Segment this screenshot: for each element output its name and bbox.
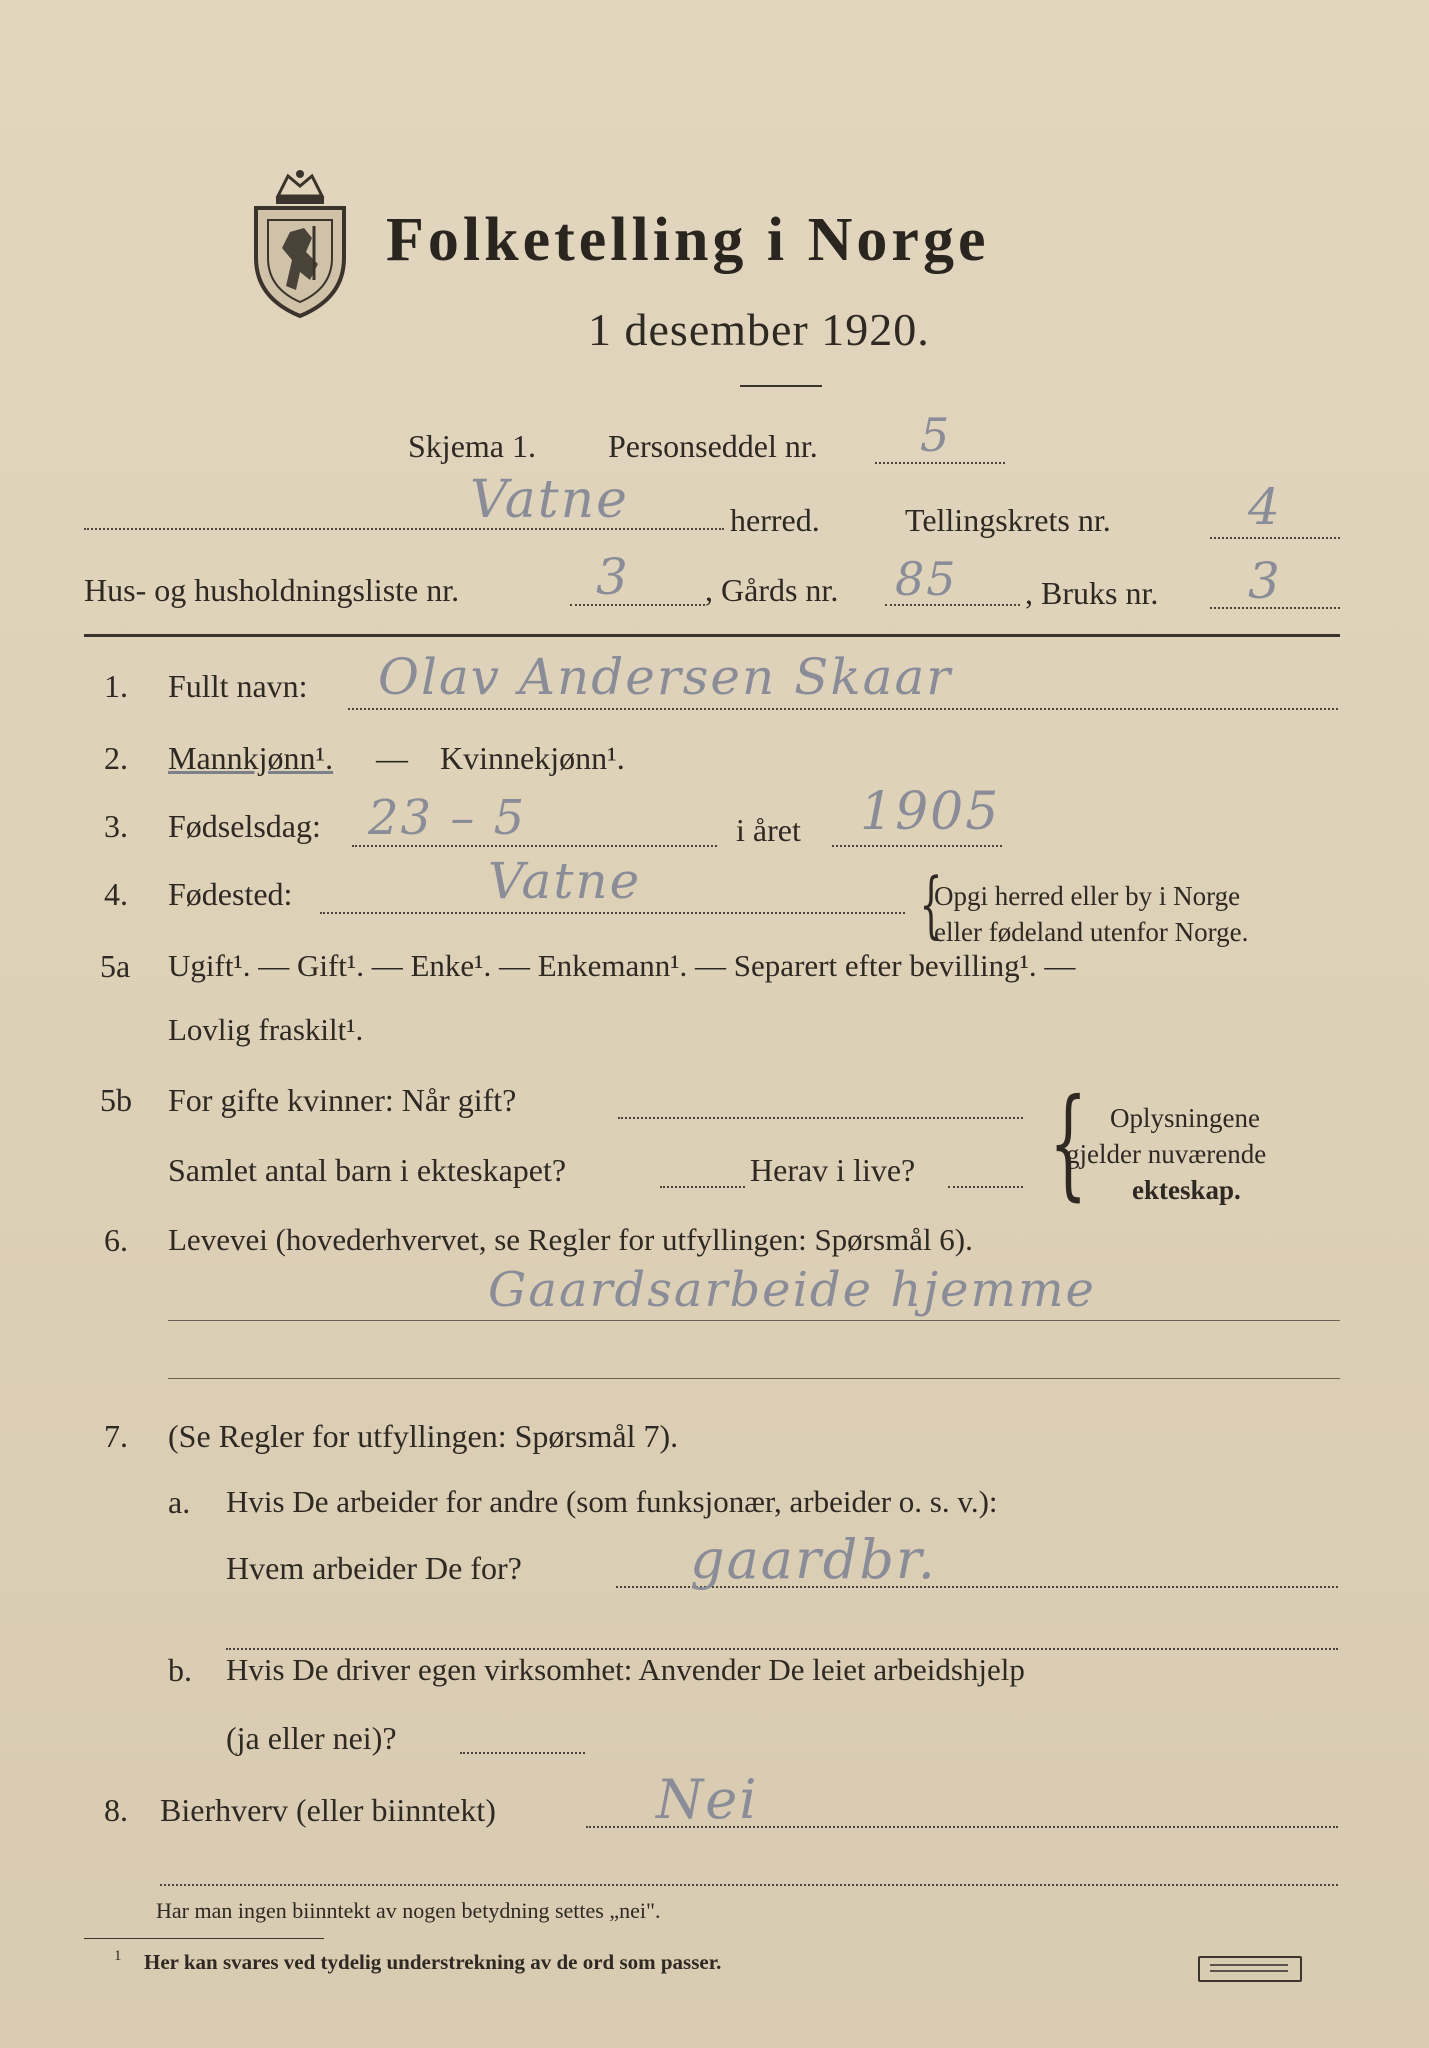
birthplace-brace: { <box>919 862 943 946</box>
employer-value: gaardbr. <box>690 1528 937 1591</box>
title-divider <box>740 385 822 387</box>
birthdate-label: Fødselsdag: <box>168 808 321 844</box>
bruks-value: 3 <box>1248 552 1282 610</box>
children-alive-label: Herav i live? <box>750 1152 916 1188</box>
occupation-label: Levevei (hovederhvervet, se Regler for utfyllingen: Spørsmål 6). <box>168 1222 973 1257</box>
birthplace-dotline <box>320 912 905 914</box>
q5b-number: 5b <box>100 1082 132 1118</box>
side-income-dotline-2 <box>160 1884 1338 1886</box>
marital-status-options-cont: Lovlig fraskilt¹. <box>168 1012 364 1047</box>
side-income-label: Bierhverv (eller biinntekt) <box>160 1792 496 1828</box>
occupation-line2 <box>168 1378 1340 1379</box>
census-date: 1 desember 1920. <box>588 304 930 355</box>
birth-year-label: i året <box>736 812 801 848</box>
marriage-note-line3: ekteskap. <box>1132 1175 1241 1205</box>
tellingskrets-value: 4 <box>1248 478 1282 536</box>
occupation-line1 <box>168 1320 1340 1321</box>
hus-dotline <box>570 604 705 606</box>
hus-value: 3 <box>596 548 630 606</box>
q7b-letter: b. <box>168 1652 192 1688</box>
personseddel-value: 5 <box>920 408 952 462</box>
q7-label: (Se Regler for utfyllingen: Spørsmål 7). <box>168 1418 679 1454</box>
birthdate-value: 23 – 5 <box>368 790 527 846</box>
personseddel-label: Personseddel nr. <box>608 428 818 464</box>
occupation-value: Gaardsarbeide hjemme <box>488 1262 1096 1318</box>
employer-dotline-2 <box>226 1648 1338 1650</box>
gender-male-option: Mannkjønn¹. <box>168 740 334 776</box>
printer-stamp-icon <box>1198 1956 1302 1982</box>
herred-label: herred. <box>730 502 820 538</box>
birthplace-note-line2: eller fødeland utenfor Norge. <box>934 917 1249 947</box>
gards-value: 85 <box>895 552 958 606</box>
birth-year-value: 1905 <box>860 782 1001 842</box>
marriage-note-line2: gjelder nuværende <box>1066 1139 1267 1169</box>
coat-of-arms-icon <box>248 168 352 318</box>
children-count-label: Samlet antal barn i ekteskapet? <box>168 1152 567 1188</box>
q6-number: 6. <box>104 1222 128 1258</box>
footer-note: Har man ingen biinntekt av nogen betydning settes „nei". <box>156 1898 661 1923</box>
tellingskrets-label: Tellingskrets nr. <box>905 502 1111 538</box>
side-income-value: Nei <box>656 1768 759 1831</box>
personseddel-dotline <box>875 462 1005 464</box>
q2-number: 2. <box>104 740 128 776</box>
hus-label: Hus- og husholdningsliste nr. <box>84 572 460 608</box>
full-name-label: Fullt navn: <box>168 668 308 704</box>
q7-number: 7. <box>104 1418 128 1454</box>
header-rule <box>84 634 1340 637</box>
hired-help-dotline <box>460 1752 585 1754</box>
tellingskrets-dotline <box>1210 537 1340 539</box>
full-name-dotline <box>348 708 1338 710</box>
employer-label: Hvem arbeider De for? <box>226 1550 522 1586</box>
marriage-note-line1: Oplysningene <box>1110 1103 1260 1133</box>
page-title: Folketelling i Norge <box>386 206 990 274</box>
married-when-dotline <box>618 1117 1023 1119</box>
q7a-question: Hvis De arbeider for andre (som funksjonær, arbeider o. s. v.): <box>226 1484 998 1519</box>
footnote-mark: 1 <box>114 1948 122 1964</box>
q7a-letter: a. <box>168 1484 191 1520</box>
gards-label: , Gårds nr. <box>705 572 839 608</box>
q3-number: 3. <box>104 808 128 844</box>
birthplace-label: Fødested: <box>168 876 293 912</box>
birthplace-note-line1: Opgi herred eller by i Norge <box>934 881 1241 911</box>
q7b-question: Hvis De driver egen virksomhet: Anvender De leiet arbeidshjelp <box>226 1652 1025 1687</box>
herred-value: Vatne <box>470 470 629 530</box>
married-when-label: For gifte kvinner: Når gift? <box>168 1082 517 1118</box>
children-alive-dotline <box>948 1186 1023 1188</box>
full-name-value: Olav Andersen Skaar <box>378 648 953 706</box>
marriage-note-brace: { <box>1049 1074 1088 1213</box>
gender-female-option: Kvinnekjønn¹. <box>440 740 625 776</box>
marital-status-options: Ugift¹. — Gift¹. — Enke¹. — Enkemann¹. — Separert efter bevilling¹. — <box>168 948 1076 983</box>
birth-year-dotline <box>832 845 1002 847</box>
bruks-label: , Bruks nr. <box>1025 575 1159 611</box>
q8-number: 8. <box>104 1792 128 1828</box>
hired-help-label: (ja eller nei)? <box>226 1720 397 1756</box>
q5a-number: 5a <box>100 948 131 984</box>
q4-number: 4. <box>104 876 128 912</box>
gender-separator: — <box>376 740 408 776</box>
footnote-rule <box>84 1938 324 1939</box>
children-count-dotline <box>660 1186 745 1188</box>
q1-number: 1. <box>104 668 128 704</box>
footnote-text: Her kan svares ved tydelig understrekning av de ord som passer. <box>144 1950 722 1974</box>
birthplace-value: Vatne <box>488 852 642 910</box>
schema-label: Skjema 1. <box>408 428 536 464</box>
